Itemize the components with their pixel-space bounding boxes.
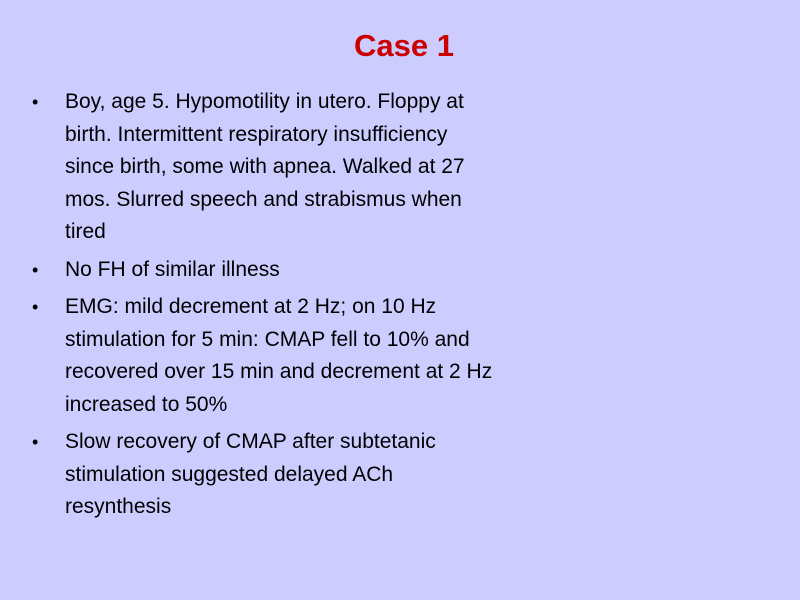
bullet-text: EMG: mild decrement at 2 Hz; on 10 Hz stimulation for 5 min: CMAP fell to 10% and recovered over 15 min and decrement at 2 Hz increased to 50% (65, 295, 493, 416)
bullet-item (32, 426, 502, 524)
bullet-icon: • (32, 432, 39, 452)
bullet-text: Slow recovery of CMAP after subtetanic stimulation suggested delayed ACh resynthesis (65, 430, 436, 518)
bullet-icon: • (32, 92, 39, 112)
bullet-item (32, 86, 502, 249)
bullet-text: Boy, age 5. Hypomotility in utero. Floppy at birth. Intermittent respiratory insufficiency since birth, some with apnea. Walked at 27 mos. Slurred speech and strabismus when tired (65, 90, 465, 243)
bullet-icon: • (32, 259, 39, 280)
bullet-list (32, 86, 502, 529)
bullet-item (32, 254, 502, 287)
bullet-item (32, 291, 502, 421)
bullet-icon: • (32, 297, 39, 317)
bullet-text: No FH of similar illness (65, 257, 280, 281)
slide-title: Case 1 (354, 28, 454, 63)
